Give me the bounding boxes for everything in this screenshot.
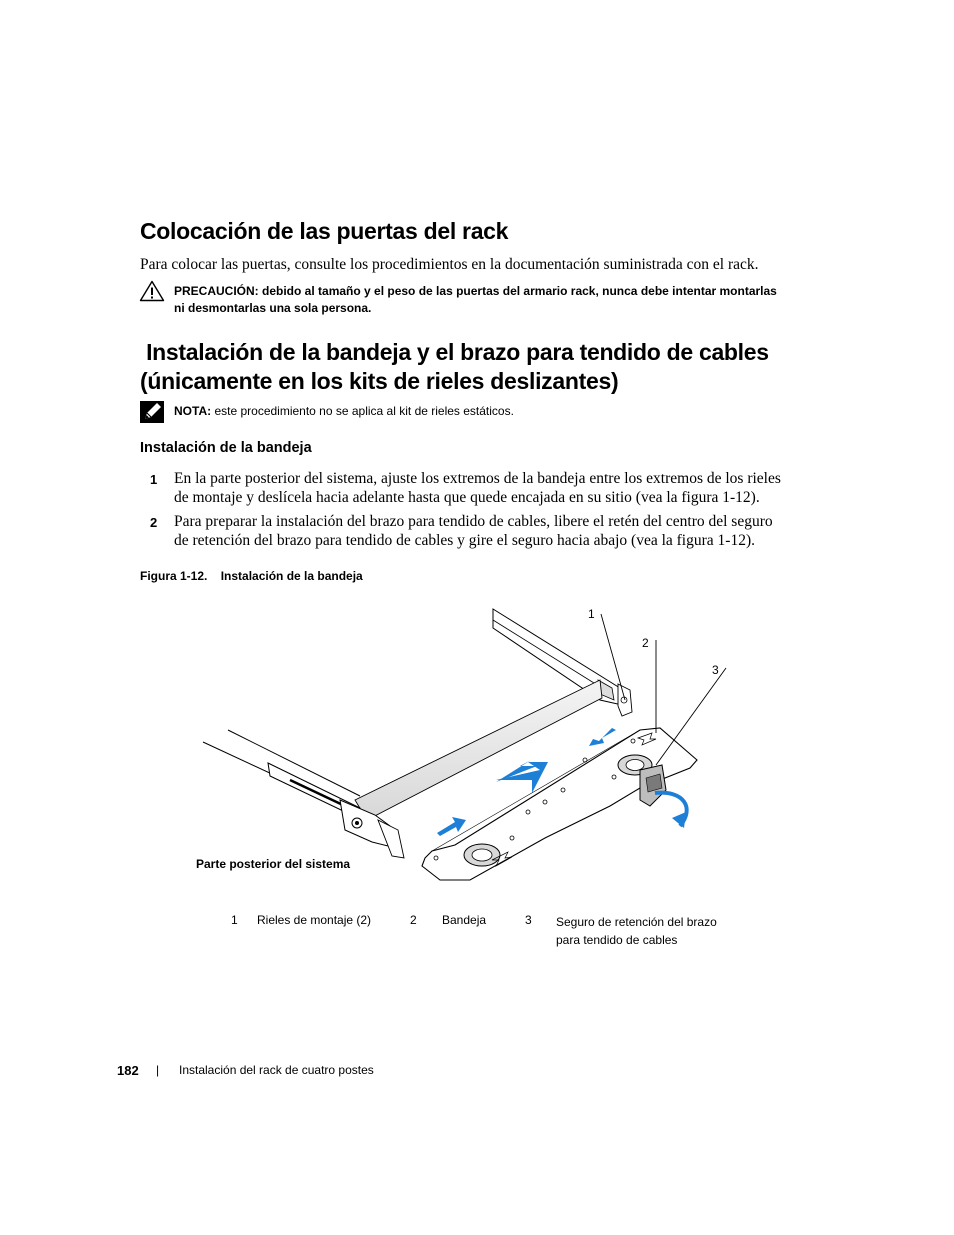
legend-2-number: 2: [410, 913, 417, 927]
legend-1-number: 1: [231, 913, 238, 927]
subsection-title: Instalación de la bandeja: [140, 440, 312, 456]
caution-text-line2: ni desmontarlas una sola persona.: [174, 301, 372, 315]
callout-3: 3: [712, 663, 719, 677]
section-title-line2: (únicamente en los kits de rieles deslizantes): [140, 368, 619, 394]
footer-separator: |: [156, 1063, 160, 1077]
note-text: este procedimiento no se aplica al kit de rieles estáticos.: [214, 404, 514, 418]
note-label: NOTA:: [174, 404, 212, 418]
step-2-line2: de retención del brazo para tendido de cables y gire el seguro hacia abajo (vea la figura 1-12).: [174, 532, 755, 549]
section-title-tray-install: [140, 338, 769, 396]
step-1-line2: de montaje y deslícela hacia adelante hasta que quede encajada en su sitio (vea la figura 1-12).: [174, 489, 760, 506]
caution-block: [174, 283, 814, 317]
page-number: 182: [117, 1063, 139, 1078]
legend-1-text: Rieles de montaje (2): [257, 913, 372, 927]
footer-chapter: Instalación del rack de cuatro postes: [179, 1063, 374, 1077]
callout-2: 2: [642, 636, 649, 650]
section-title-line1: Instalación de la bandeja y el brazo para tendido de cables: [140, 339, 769, 365]
callout-1: 1: [588, 607, 595, 621]
caution-icon: [139, 280, 165, 302]
legend-3-line2: para tendido de cables: [556, 933, 678, 947]
step-1-number: 1: [150, 472, 158, 487]
figure-caption: Figura 1-12. Instalación de la bandeja: [140, 569, 363, 583]
step-2-line1: Para preparar la instalación del brazo para tendido de cables, libere el retén del centro del seguro: [174, 513, 773, 530]
legend-2-text: Bandeja: [442, 913, 487, 927]
section-title-rack-doors: Colocación de las puertas del rack: [140, 218, 509, 244]
step-2-number: 2: [150, 515, 158, 530]
step-1-line1: En la parte posterior del sistema, ajuste los extremos de la bandeja entre los extremos de los rieles: [174, 470, 781, 487]
note-block: [174, 403, 514, 420]
tray-installation-illustration: [195, 600, 755, 890]
caution-text-line1: debido al tamaño y el peso de las puertas del armario rack, nunca debe intentar montarlas: [262, 284, 777, 298]
note-icon: [140, 401, 164, 423]
rear-of-system-label: Parte posterior del sistema: [196, 857, 351, 871]
rack-doors-intro: Para colocar las puertas, consulte los procedimientos en la documentación suministrada con el rack.: [140, 256, 759, 273]
legend-3-number: 3: [525, 913, 532, 927]
legend-3-text: [556, 913, 717, 949]
legend-3-line1: Seguro de retención del brazo: [556, 915, 717, 929]
caution-label: PRECAUCIÓN:: [174, 284, 259, 298]
step-2-text: [174, 512, 814, 550]
step-1-text: [174, 469, 814, 507]
retention-latch: [640, 765, 666, 806]
